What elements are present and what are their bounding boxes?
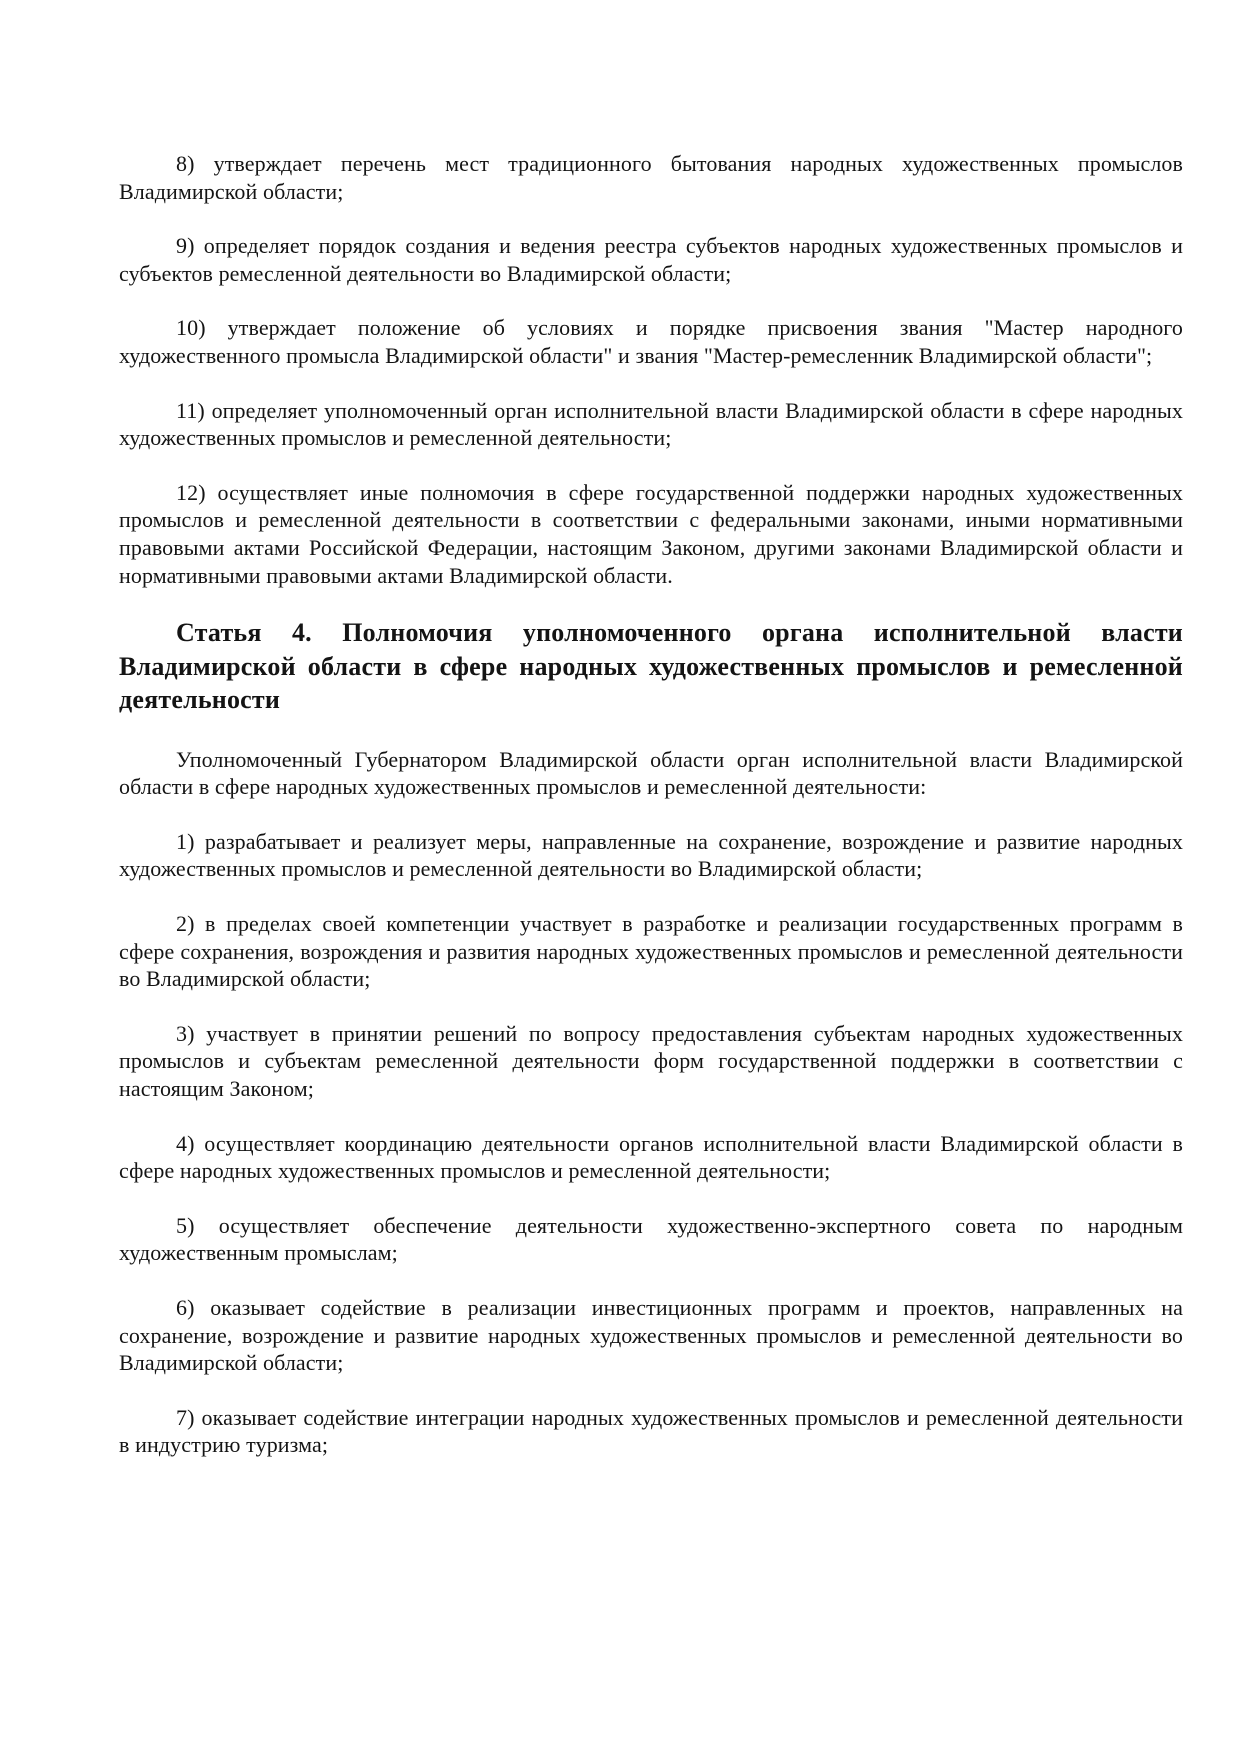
list-item: 9) определяет порядок создания и ведения реестра субъектов народных художественных промыслов и субъектов ремесленной деятельности во Владимирской области; [119, 233, 1183, 286]
list-item: 8) утверждает перечень мест традиционного бытования народных художественных промыслов Владимирской области; [119, 151, 1183, 204]
list-item: 1) разрабатывает и реализует меры, направленные на сохранение, возрождение и развитие народных художественных промыслов и ремесленной деятельности во Владимирской области; [119, 828, 1183, 882]
list-item: 5) осуществляет обеспечение деятельности художественно-экспертного совета по народным художественным промыслам; [119, 1212, 1183, 1266]
list-item: 10) утверждает положение об условиях и порядке присвоения звания "Мастер народного художественного промысла Владимирской области" и звания "Мастер-ремесленник Владимирской области"; [119, 315, 1183, 368]
list-item: 7) оказывает содействие интеграции народных художественных промыслов и ремесленной деятельности в индустрию туризма; [119, 1404, 1183, 1458]
list-item: 11) определяет уполномоченный орган исполнительной власти Владимирской области в сфере народных художественных промыслов и ремесленной деятельности; [119, 397, 1183, 451]
list-item: 2) в пределах своей компетенции участвует в разработке и реализации государственных программ в сфере сохранения, возрождения и развития народных художественных промыслов и ремесленной деятельности во Владимирской области; [119, 911, 1183, 992]
list-item: 3) участвует в принятии решений по вопросу предоставления субъектам народных художественных промыслов и субъектам ремесленной деятельности форм государственной поддержки в соответствии с настоящим Законом; [119, 1020, 1183, 1101]
list-item: 6) оказывает содействие в реализации инвестиционных программ и проектов, направленных на сохранение, возрождение и развитие народных художественных промыслов и ремесленной деятельности во Владимирской области; [119, 1294, 1183, 1376]
article-heading: Статья 4. Полномочия уполномоченного органа исполнительной власти Владимирской области в сфере народных художественных промыслов и ремесленной деятельности [119, 618, 1183, 715]
document-body [119, 150, 1183, 1486]
list-item: 4) осуществляет координацию деятельности органов исполнительной власти Владимирской области в сфере народных художественных промыслов и ремесленной деятельности; [119, 1130, 1183, 1184]
article-intro: Уполномоченный Губернатором Владимирской области орган исполнительной власти Владимирской области в сфере народных художественных промыслов и ремесленной деятельности: [119, 746, 1183, 800]
list-item: 12) осуществляет иные полномочия в сфере государственной поддержки народных художественных промыслов и ремесленной деятельности в соответствии с федеральными законами, иными нормативными правовыми актами Российской Федерации, настоящим Законом, другими законами Владимирской области и нормативными правовыми актами Владимирской области. [119, 479, 1183, 588]
